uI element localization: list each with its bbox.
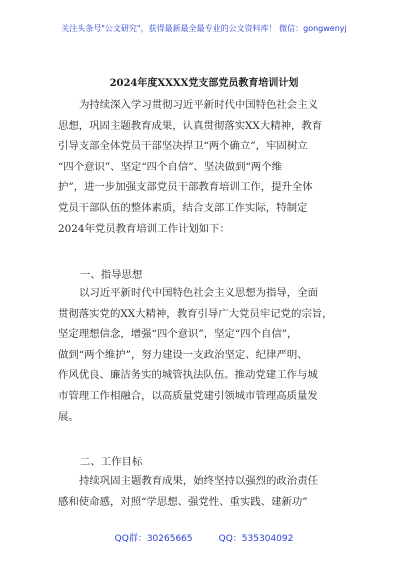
document-title: 2024年度XXXX党支部党员教育培训计划 bbox=[109, 78, 299, 89]
intro-line: 党员干部队伍的整体素质，结合支部工作实际，特制定 bbox=[58, 201, 308, 214]
section1-line: 做到“两个维护”，努力建设一支政治坚定、纪律严明、 bbox=[58, 348, 308, 361]
intro-line: “四个意识”、坚定“四个自信”、坚决做到“两个维 bbox=[58, 160, 282, 173]
intro-line: 为持续深入学习贯彻习近平新时代中国特色社会主义 bbox=[79, 99, 318, 111]
intro-line: 护”，进一步加强支部党员干部教育培训工作，提升全体 bbox=[58, 181, 313, 194]
intro-line: 思想，巩固主题教育成果，认真贯彻落实XX大精神，教育 bbox=[58, 119, 323, 132]
section1-line: 作风优良、廉洁务实的城管执法队伍。推动党建工作与城 bbox=[58, 369, 318, 382]
intro-paragraph bbox=[58, 95, 354, 239]
footer-contact bbox=[0, 531, 408, 544]
section1-line: 以习近平新时代中国特色社会主义思想为指导，全面 bbox=[79, 287, 318, 299]
work-goals-paragraph bbox=[58, 471, 354, 512]
section-heading-work-goals: 二、工作目标 bbox=[80, 456, 143, 468]
section1-line: 市管理工作相融合，以高质量党建引领城市管理高质量发 bbox=[58, 389, 318, 402]
section1-line: 贯彻落实党的XX大精神，教育引导广大党员牢记党的宗旨， bbox=[58, 307, 333, 320]
section2-line: 感和使命感，对照“学思想、强党性、重实践、建新功” bbox=[58, 495, 308, 508]
section1-line: 展。 bbox=[58, 410, 79, 423]
guiding-thought-paragraph bbox=[58, 283, 354, 427]
intro-line: 2024年党员教育培训工作计划如下： bbox=[58, 222, 230, 235]
footer-qq-number: QQ：535304092 bbox=[218, 534, 294, 544]
section-heading-guiding-thought: 一、指导思想 bbox=[80, 269, 143, 281]
footer-qq-group: QQ群：30265665 bbox=[114, 534, 193, 544]
header-banner: 关注头条号"公文研究"，获得最新最全最专业的公文资料库！ 微信：gongwenyj bbox=[61, 24, 347, 33]
section2-line: 持续巩固主题教育成果，始终坚持以强烈的政治责任 bbox=[79, 475, 318, 487]
intro-line: 引导支部全体党员干部坚决捍卫“两个确立”，牢固树立 bbox=[58, 140, 308, 153]
section1-line: 坚定理想信念，增强“四个意识”，坚定“四个自信”， bbox=[58, 328, 298, 341]
